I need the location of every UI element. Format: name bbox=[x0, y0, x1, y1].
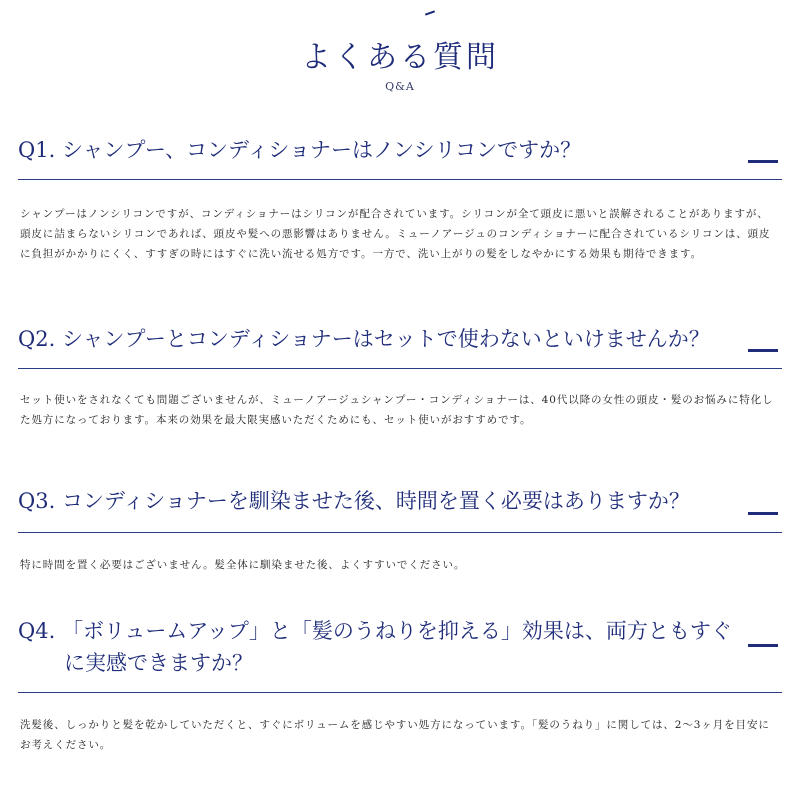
collapse-toggle-icon[interactable] bbox=[748, 160, 778, 163]
question-number: Q3. bbox=[18, 489, 56, 513]
faq-item-1[interactable] bbox=[18, 134, 782, 260]
question-text: シャンプーとコンディショナーはセットで使わないといけませんか？ bbox=[61, 327, 710, 351]
question-text: シャンプー、コンディショナーはノンシリコンですか？ bbox=[61, 138, 582, 162]
faq-question-3[interactable] bbox=[18, 485, 782, 517]
faq-item-2[interactable] bbox=[18, 323, 782, 426]
collapse-toggle-icon[interactable] bbox=[748, 349, 778, 352]
faq-question-4[interactable] bbox=[18, 615, 782, 679]
divider bbox=[18, 692, 782, 693]
page-subtitle: Q&A bbox=[385, 80, 415, 93]
faq-answer-1: シャンプーはノンシリコンですが、コンディショナーはシリコンが配合されています。シリコンが全て頭皮に悪いと誤解されることがありますが、頭皮に詰まらないシリコンであれば、頭皮や髪への悪影響はありません。ミューノアージュのコンディショナーに配合されているシリコンは、頭皮に負担がかかりにくく、すすぎの時にはすぐに洗い流せる処方です。一方で、洗い上がりの髪をしなやかにする効果も期待できます。 bbox=[20, 208, 771, 260]
question-text: 「ボリュームアップ」と「髪のうねりを抑える」効果は、両方ともすぐ bbox=[61, 619, 732, 643]
collapse-toggle-icon[interactable] bbox=[748, 644, 778, 647]
divider bbox=[18, 532, 782, 533]
question-number: Q1. bbox=[18, 138, 56, 162]
faq-question-1[interactable] bbox=[18, 134, 782, 166]
divider bbox=[18, 368, 782, 369]
faq-answer-4: 洗髪後、しっかりと髪を乾かしていただくと、すぐにボリュームを感じやすい処方になっています。「髪のうねり」に関しては、2〜3ヶ月を目安にお考えください。 bbox=[20, 719, 770, 751]
question-text: コンディショナーを馴染ませた後、時間を置く必要はありますか？ bbox=[61, 489, 690, 513]
question-number: Q2. bbox=[18, 327, 56, 351]
divider bbox=[18, 179, 782, 180]
question-number: Q4. bbox=[18, 619, 56, 643]
faq-item-4[interactable] bbox=[18, 615, 782, 751]
faq-answer-2: セット使いをされなくても問題ございませんが、ミューノアージュシャンプー・コンディショナーは、40代以降の女性の頭皮・髪のお悩みに特化した処方になっております。本来の効果を最大限実感いただくためにも、セット使いがおすすめです。 bbox=[20, 394, 774, 426]
question-text-line-2: に実感できますか？ bbox=[64, 651, 253, 675]
collapse-toggle-icon[interactable] bbox=[748, 512, 778, 515]
faq-item-3[interactable] bbox=[18, 485, 782, 571]
faq-question-2[interactable] bbox=[18, 323, 782, 355]
decorative-mark bbox=[425, 10, 435, 15]
faq-answer-3: 特に時間を置く必要はございません。髪全体に馴染ませた後、よくすすいでください。 bbox=[20, 559, 466, 571]
page-title: よくある質問 bbox=[301, 40, 499, 75]
